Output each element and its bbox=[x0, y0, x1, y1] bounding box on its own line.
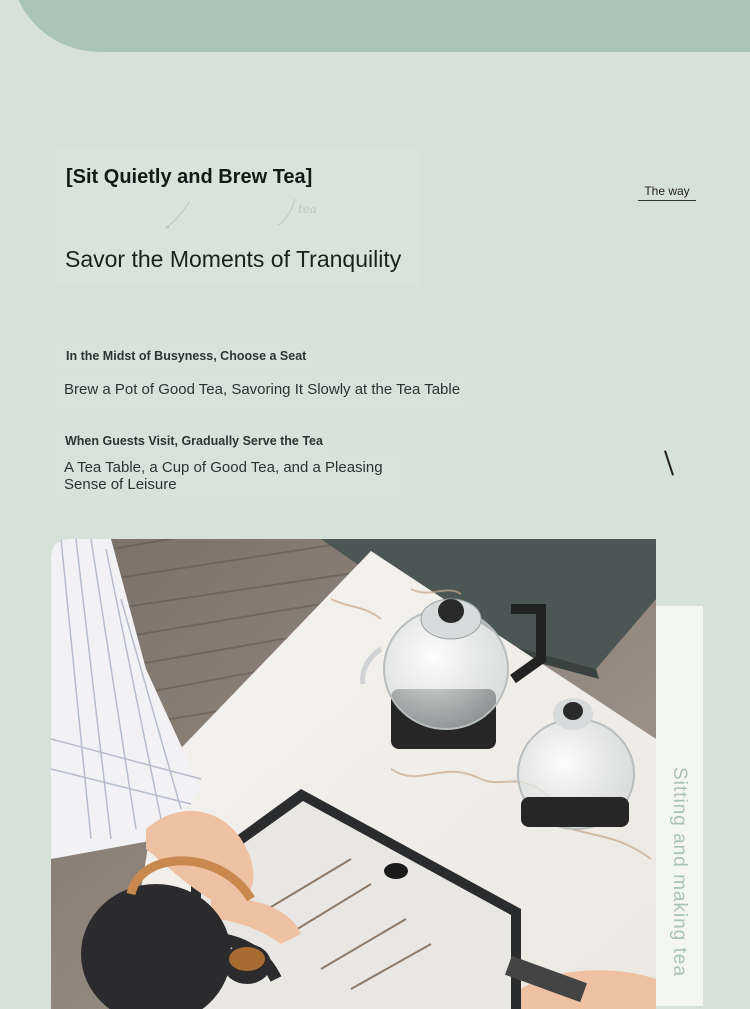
tea-table-photo bbox=[51, 539, 656, 1009]
tea-table-illustration bbox=[51, 539, 656, 1009]
vertical-caption: Sitting and making tea bbox=[669, 767, 690, 978]
passage-2-body: A Tea Table, a Cup of Good Tea, and a Pleasing Sense of Leisure bbox=[64, 459, 383, 493]
passage-1-subtitle: In the Midst of Busyness, Choose a Seat bbox=[66, 349, 307, 363]
passage-2-subtitle: When Guests Visit, Gradually Serve the Tea bbox=[65, 434, 323, 448]
brand-title: [Sit Quietly and Brew Tea] bbox=[66, 166, 313, 188]
passage-1-body: Brew a Pot of Good Tea, Savoring It Slowly at the Tea Table bbox=[64, 381, 461, 398]
the-way-label: The way bbox=[638, 184, 696, 201]
script-word: tea bbox=[298, 202, 318, 216]
script-flourish bbox=[160, 193, 330, 233]
top-decorative-band bbox=[10, 0, 750, 52]
headline: Savor the Moments of Tranquility bbox=[65, 246, 402, 272]
slash-mark bbox=[664, 450, 674, 475]
